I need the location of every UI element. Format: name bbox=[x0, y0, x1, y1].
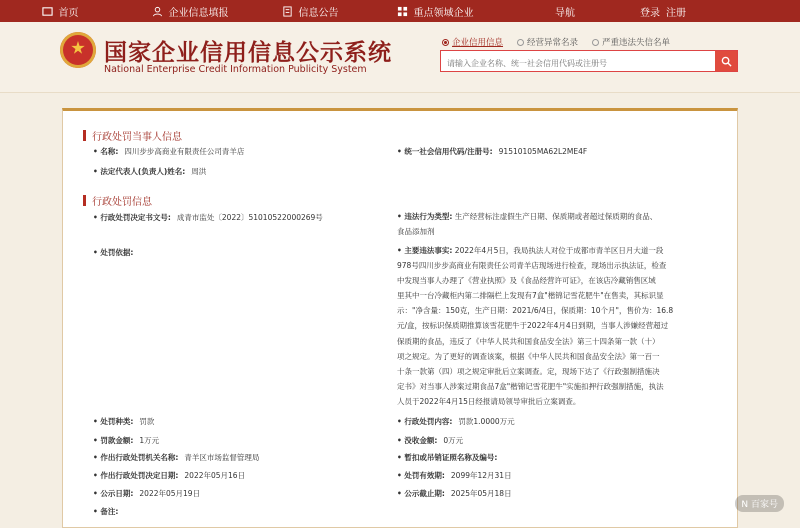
party-name bbox=[93, 146, 244, 157]
violation-type-label: • 违法行为类型: bbox=[397, 212, 452, 221]
facts-line: 保质期的食品，违反了《中华人民共和国食品安全法》第三十四条第一款（十） bbox=[397, 336, 660, 346]
credit-code bbox=[397, 146, 587, 157]
nav-key-enterprise-label: 重点领域企业 bbox=[413, 7, 474, 19]
search-tabs bbox=[442, 36, 670, 48]
license-suspension bbox=[397, 452, 503, 463]
facts-line: 人员于2022年4月15日经报请局领导审批后立案调查。 bbox=[397, 396, 581, 406]
party-section-title-text: 行政处罚当事人信息 bbox=[92, 132, 182, 143]
penalty-content bbox=[397, 416, 515, 427]
nav-guide[interactable] bbox=[510, 0, 620, 22]
fine-amount bbox=[93, 435, 159, 446]
valid-until bbox=[397, 470, 512, 481]
search-icon bbox=[721, 56, 732, 67]
party-name-label: • 名称: bbox=[93, 146, 118, 157]
nav-guide-label: 导航 bbox=[555, 7, 575, 19]
penalty-section-title bbox=[83, 193, 152, 208]
radio-icon bbox=[517, 39, 524, 46]
confiscate-amount bbox=[397, 435, 463, 446]
remark-label: • 备注: bbox=[93, 506, 118, 517]
search-tab-credit[interactable] bbox=[442, 36, 503, 48]
decision-date-label: • 作出行政处罚决定日期: bbox=[93, 470, 178, 481]
document-icon bbox=[282, 6, 293, 17]
radio-icon bbox=[592, 39, 599, 46]
main-facts-line-1 bbox=[397, 243, 727, 258]
national-emblem-icon bbox=[60, 32, 96, 68]
decision-doc bbox=[93, 212, 323, 223]
violation-type bbox=[397, 209, 727, 239]
nav-enterprise-fill-label: 企业信息填报 bbox=[168, 7, 229, 19]
publish-date-label: • 公示日期: bbox=[93, 488, 133, 499]
publish-end-date-label: • 公示截止期: bbox=[397, 488, 445, 499]
facts-line: 项之规定。为了更好的调查该案，根据《中华人民共和国食品安全法》第一百一 bbox=[397, 351, 660, 361]
violation-type-value: 生产经营标注虚假生产日期、保质期或者超过保质期的食品、 bbox=[454, 212, 658, 221]
penalty-content-value: 罚款1.0000万元 bbox=[458, 417, 515, 426]
facts-line: 里其中一台冷藏柜内第二排隔栏上发现有7盒"楷锦记雪花肥牛"在售卖，其标识显 bbox=[397, 291, 664, 301]
penalty-section-title-text: 行政处罚信息 bbox=[92, 197, 152, 208]
penalty-kind-label: • 处罚种类: bbox=[93, 416, 133, 427]
search-tab-abnormal[interactable] bbox=[517, 36, 578, 48]
credit-code-label: • 统一社会信用代码/注册号: bbox=[397, 146, 493, 157]
watermark: N 百家号 bbox=[735, 495, 784, 512]
login-link[interactable]: 登录 bbox=[640, 7, 660, 19]
party-name-value: 四川步步高商业有限责任公司青羊店 bbox=[124, 147, 245, 156]
authority-name-value: 青羊区市场监督管理局 bbox=[184, 453, 260, 462]
user-icon bbox=[152, 6, 163, 17]
site-header bbox=[0, 22, 800, 93]
site-title: 国家企业信用信息公示系统 bbox=[104, 39, 392, 66]
authority-name bbox=[93, 452, 259, 463]
publish-date bbox=[93, 488, 200, 499]
main-facts-label: • 主要违法事实: bbox=[397, 246, 452, 255]
violation-line-2: 食品添加剂 bbox=[397, 227, 435, 237]
party-section-title bbox=[83, 128, 182, 143]
nav-enterprise-fill[interactable] bbox=[120, 0, 260, 22]
home-icon bbox=[42, 6, 53, 17]
penalty-basis-label: • 处罚依据: bbox=[93, 247, 133, 258]
grid-icon bbox=[397, 6, 408, 17]
nav-home[interactable] bbox=[0, 0, 120, 22]
confiscate-amount-value: 0万元 bbox=[443, 436, 464, 445]
valid-until-label: • 处罚有效期: bbox=[397, 470, 445, 481]
register-link[interactable]: 注册 bbox=[666, 7, 686, 19]
main-facts bbox=[397, 243, 727, 409]
publish-end-date bbox=[397, 488, 512, 499]
search-box bbox=[440, 50, 738, 72]
penalty-content-label: • 行政处罚内容: bbox=[397, 416, 452, 427]
facts-line: 元/盒，按标识保质期推算该雪花肥牛于2022年4月4日到期，当事人涉嫌经营超过 bbox=[397, 321, 669, 331]
nav-home-label: 首页 bbox=[58, 7, 79, 19]
site-subtitle: National Enterprise Credit Information Publicity System bbox=[104, 64, 367, 75]
search-tab-credit-label: 企业信用信息 bbox=[452, 38, 504, 48]
search-tab-illegal-label: 严重违法失信名单 bbox=[602, 38, 671, 48]
penalty-basis bbox=[93, 247, 133, 258]
top-nav-bar bbox=[0, 0, 800, 22]
decision-date bbox=[93, 470, 245, 481]
fine-amount-value: 1万元 bbox=[139, 436, 160, 445]
search-input[interactable] bbox=[441, 55, 723, 73]
legal-rep bbox=[93, 166, 206, 177]
auth-links bbox=[640, 0, 686, 22]
license-suspension-label: • 暂扣或吊销证照名称及编号: bbox=[397, 452, 497, 463]
publish-end-date-value: 2025年05月18日 bbox=[450, 489, 512, 498]
valid-until-value: 2099年12月31日 bbox=[450, 471, 512, 480]
penalty-kind bbox=[93, 416, 154, 427]
credit-code-value: 91510105MA62L2ME4F bbox=[498, 147, 588, 156]
decision-doc-label: • 行政处罚决定书文号: bbox=[93, 212, 171, 223]
radio-icon bbox=[442, 39, 449, 46]
section-bar bbox=[83, 130, 86, 141]
penalty-detail-panel bbox=[62, 108, 738, 528]
facts-line: 中发现当事人办理了《营业执照》及《食品经营许可证》，在该店冷藏销售区域 bbox=[397, 276, 656, 286]
legal-rep-label: • 法定代表人(负责人)姓名: bbox=[93, 166, 185, 177]
search-button[interactable] bbox=[715, 51, 737, 71]
facts-line: 示："净含量：150克，生产日期：2021/6/4日，保质期：10个月"，售价为：16.8 bbox=[397, 306, 674, 316]
violation-line-1 bbox=[397, 209, 727, 224]
publish-date-value: 2022年05月19日 bbox=[139, 489, 201, 498]
nav-notice[interactable] bbox=[260, 0, 360, 22]
search-tab-illegal[interactable] bbox=[592, 36, 670, 48]
facts-line: 十条一款第（四）项之规定审批后立案调查。定，现场下达了《行政强制措施决 bbox=[397, 366, 660, 376]
facts-line: 978号四川步步高商业有限责任公司青羊店现场进行检查，现场出示执法证，检查 bbox=[397, 261, 667, 271]
fine-amount-label: • 罚款金额: bbox=[93, 435, 133, 446]
facts-line: 定书》对当事人涉案过期食品7盒"楷锦记雪花肥牛"实施扣押行政强制措施，执法 bbox=[397, 381, 664, 391]
penalty-kind-value: 罚款 bbox=[139, 417, 155, 426]
section-bar bbox=[83, 195, 86, 206]
decision-doc-value: 成青市监处〔2022〕51010522000269号 bbox=[176, 213, 323, 222]
search-tab-abnormal-label: 经营异常名录 bbox=[527, 38, 579, 48]
main-facts-first: 2022年4月5日，我局执法人对位于成都市青羊区日月大道一段 bbox=[454, 246, 664, 255]
nav-notice-label: 信息公告 bbox=[298, 7, 339, 19]
legal-rep-value: 周洪 bbox=[191, 167, 207, 176]
remark bbox=[93, 506, 124, 517]
nav-key-enterprise[interactable] bbox=[360, 0, 510, 22]
authority-name-label: • 作出行政处罚机关名称: bbox=[93, 452, 178, 463]
decision-date-value: 2022年05月16日 bbox=[184, 471, 246, 480]
confiscate-amount-label: • 没收金额: bbox=[397, 435, 437, 446]
